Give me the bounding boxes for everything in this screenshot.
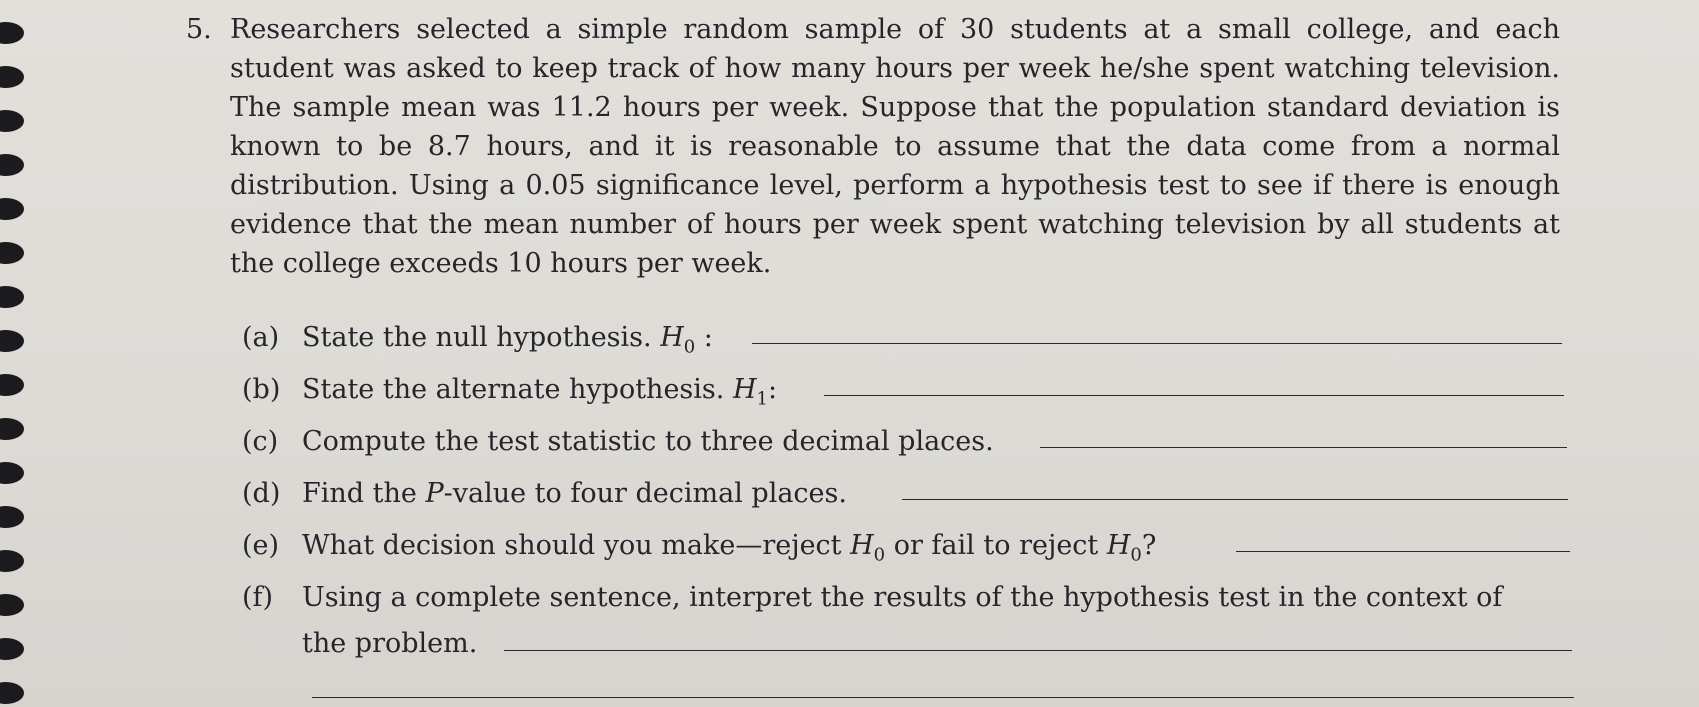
- part-d-text-pre: Find the: [302, 478, 426, 509]
- part-e-text-post: ?: [1141, 530, 1157, 561]
- part-letter: (a): [242, 322, 280, 353]
- answer-line-a[interactable]: [752, 343, 1562, 344]
- binder-hole: [0, 418, 24, 440]
- part-b-text: State the alternate hypothesis.: [302, 374, 725, 405]
- part-letter: (f): [242, 582, 274, 613]
- part-letter: (e): [242, 530, 280, 561]
- part-f-line1: Using a complete sentence, interpret the results of the hypothesis test in the context of: [302, 582, 1503, 613]
- part-a-text: State the null hypothesis.: [302, 322, 652, 353]
- p-symbol: P: [425, 478, 444, 509]
- part-a-suffix: :: [695, 322, 713, 353]
- binder-hole: [0, 550, 24, 572]
- binder-hole: [0, 198, 24, 220]
- binder-hole: [0, 330, 24, 352]
- part-a: [242, 320, 713, 365]
- h1-subscript: 1: [756, 388, 768, 410]
- answer-line-b[interactable]: [824, 395, 1564, 396]
- answer-line-e[interactable]: [1236, 551, 1570, 552]
- h1-symbol: H: [732, 374, 757, 405]
- answer-line-c[interactable]: [1040, 447, 1567, 448]
- answer-line-f1[interactable]: [504, 650, 1572, 651]
- problem-number: 5.: [186, 14, 212, 45]
- answer-line-d[interactable]: [902, 499, 1568, 500]
- h0-subscript: 0: [1130, 544, 1142, 566]
- part-d: [242, 476, 847, 512]
- binder-hole: [0, 462, 24, 484]
- part-e-text-mid: or fail to reject: [885, 530, 1107, 561]
- part-letter: (c): [242, 426, 279, 457]
- part-e: [242, 528, 1156, 573]
- part-f-line2: the problem.: [302, 628, 478, 659]
- binder-hole: [0, 682, 24, 704]
- binder-hole: [0, 22, 24, 44]
- problem-statement: Researchers selected a simple random sample of 30 students at a small college, and each student was asked to keep track of how many hours per week he/she spent watching television. The sample mean was 11.2 hours per week. Suppose that the population standard deviation is known to be 8.7 hours, and it is reasonable to assume that the data come from a normal distribution. Using a 0.05 significance level, perform a hypothesis test to see if there is enough evidence that the mean number of hours per week spent watching television by all students at the college exceeds 10 hours per week.: [230, 14, 1560, 279]
- binder-hole: [0, 154, 24, 176]
- answer-line-f2[interactable]: [312, 697, 1574, 698]
- h0-symbol: H: [660, 322, 684, 353]
- h0-subscript: 0: [873, 544, 886, 566]
- part-f: [242, 580, 1502, 616]
- part-d-text-post: -value to four decimal places.: [443, 478, 847, 509]
- binder-hole: [0, 638, 24, 660]
- binder-holes: [0, 0, 40, 707]
- binder-hole: [0, 242, 24, 264]
- part-c: [242, 424, 994, 460]
- h0-symbol: H: [850, 530, 874, 561]
- binder-hole: [0, 594, 24, 616]
- part-letter: (d): [242, 478, 281, 509]
- h0-subscript: 0: [683, 336, 696, 358]
- part-e-text-pre: What decision should you make—reject: [302, 530, 851, 561]
- binder-hole: [0, 374, 24, 396]
- part-b: [242, 372, 777, 417]
- binder-hole: [0, 110, 24, 132]
- binder-hole: [0, 506, 24, 528]
- binder-hole: [0, 286, 24, 308]
- binder-hole: [0, 66, 24, 88]
- part-f-continued: [302, 626, 477, 662]
- h0-symbol: H: [1106, 530, 1131, 561]
- part-letter: (b): [242, 374, 281, 405]
- part-b-suffix: :: [767, 374, 778, 405]
- part-c-text: Compute the test statistic to three decimal places.: [302, 426, 994, 457]
